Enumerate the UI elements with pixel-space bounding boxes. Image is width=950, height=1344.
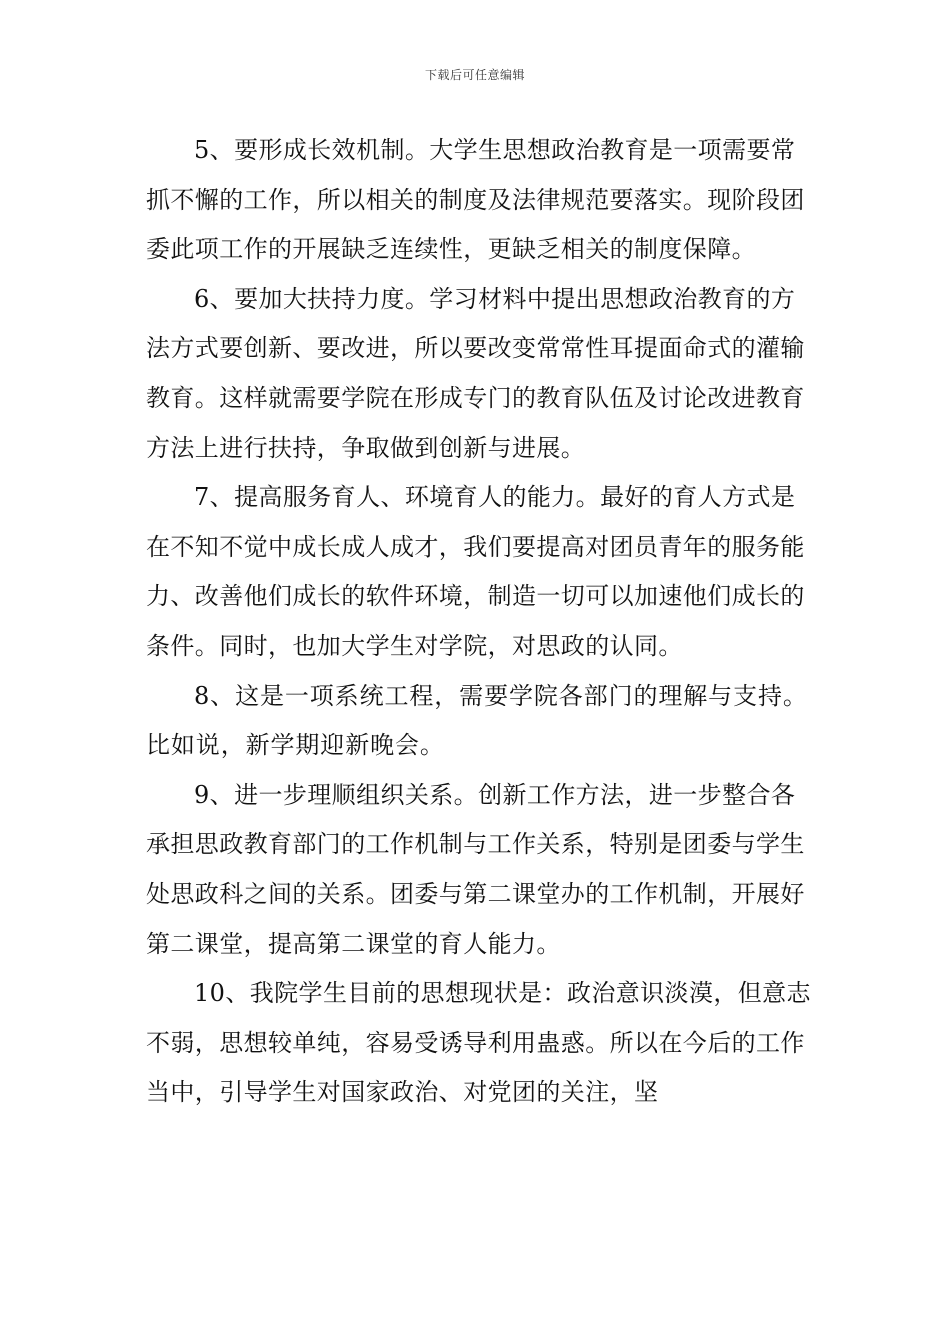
paragraph-8: 8、这是一项系统工程，需要学院各部门的理解与支持。比如说，新学期迎新晚会。 (146, 681, 808, 760)
document-body (146, 126, 811, 1118)
paragraph-5: 5、要形成长效机制。大学生思想政治教育是一项需要常抓不懈的工作，所以相关的制度及法律规范要落实。现阶段团委此项工作的开展缺乏连续性，更缺乏相关的制度保障。 (146, 136, 805, 264)
paragraph-10: 10、我院学生目前的思想现状是：政治意识淡漠，但意志不弱，思想较单纯，容易受诱导利用蛊惑。所以在今后的工作当中，引导学生对国家政治、对党团的关注，坚 (146, 979, 811, 1107)
paragraph-6: 6、要加大扶持力度。学习材料中提出思想政治教育的方法方式要创新、要改进，所以要改变常常性耳提面命式的灌输教育。这样就需要学院在形成专门的教育队伍及讨论改进教育方法上进行扶持，争取做到创新与进展。 (146, 284, 805, 462)
page-header: 下载后可任意编辑 (424, 68, 525, 82)
paragraph-7: 7、提高服务育人、环境育人的能力。最好的育人方式是在不知不觉中成长成人成才，我们要提高对团员青年的服务能力、改善他们成长的软件环境，制造一切可以加速他们成长的条件。同时，也加大学生对学院，对思政的认同。 (146, 483, 805, 660)
paragraph-9: 9、进一步理顺组织关系。创新工作方法，进一步整合各承担思政教育部门的工作机制与工作关系，特别是团委与学生处思政科之间的关系。团委与第二课堂办的工作机制，开展好第二课堂，提高第二课堂的育人能力。 (146, 780, 805, 958)
